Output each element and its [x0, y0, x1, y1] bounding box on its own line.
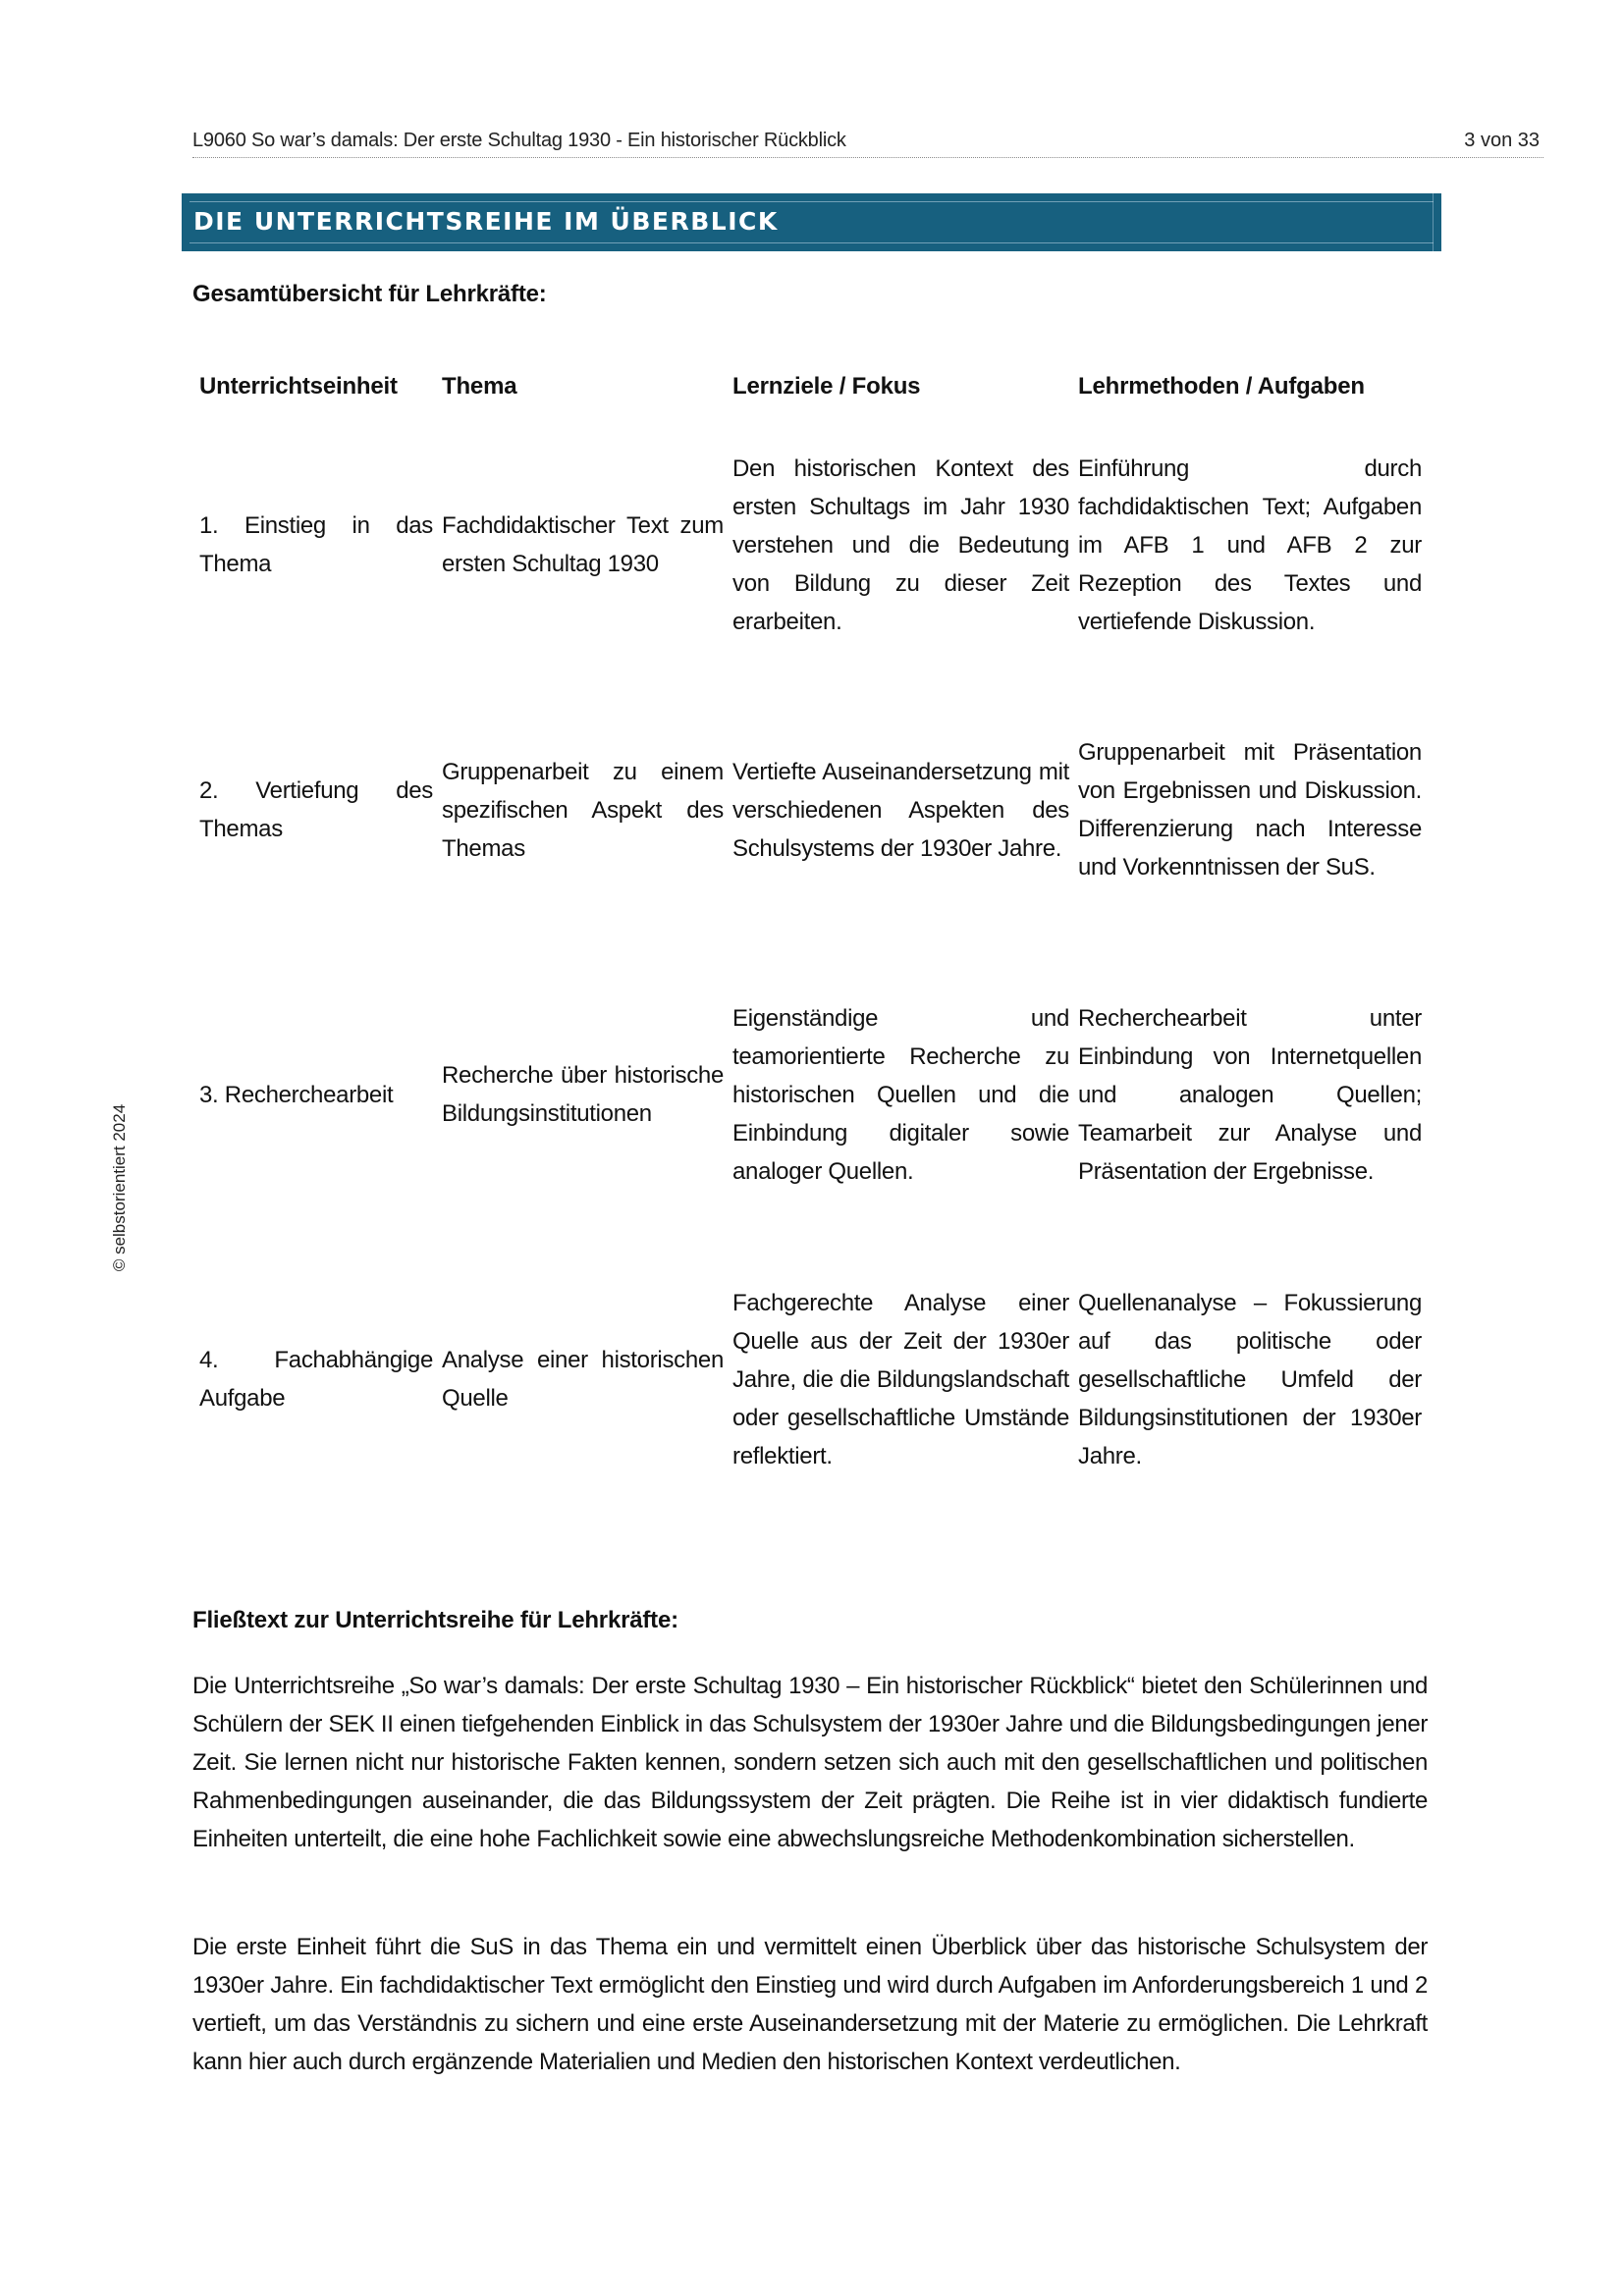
column-header-topic: Thema [442, 373, 517, 400]
column-header-methods: Lehrmethoden / Aufgaben [1078, 373, 1365, 400]
overview-heading: Gesamtübersicht für Lehrkräfte: [192, 281, 547, 307]
flowtext-heading: Fließtext zur Unterrichtsreihe für Lehrkräfte: [192, 1607, 678, 1633]
table-row [194, 667, 1426, 952]
document-title: L9060 So war’s damals: Der erste Schultag 1930 - Ein historischer Rückblick [192, 130, 846, 151]
cell-methods: Gruppenarbeit mit Präsentation von Ergebnissen und Diskussion. Differenzierung nach Interesse und Vorkenntnissen der SuS. [1078, 739, 1422, 881]
cell-topic: Analyse einer historischen Quelle [442, 1347, 724, 1412]
cell-topic: Gruppenarbeit zu einem spezifischen Aspekt des Themas [442, 758, 724, 862]
cell-unit: 1. Einstieg in das Thema [199, 512, 433, 577]
cell-unit: 3. Recherchearbeit [199, 1081, 394, 1108]
copyright-note: © selbstorientiert 2024 [110, 1103, 129, 1272]
table-row [194, 1237, 1426, 1522]
column-header-unit: Unterrichtseinheit [199, 373, 398, 400]
cell-unit: 2. Vertiefung des Themas [199, 777, 433, 842]
table-header-row [194, 367, 1426, 422]
section-banner [182, 193, 1441, 251]
page-header [192, 126, 1543, 158]
cell-methods: Recherchearbeit unter Einbindung von Internetquellen und analogen Quellen; Teamarbeit zur Analyse und Präsentation der Ergebnisse. [1078, 1004, 1422, 1185]
column-header-goals: Lernziele / Fokus [732, 373, 921, 400]
cell-goals: Vertiefte Auseinandersetzung mit verschiedenen Aspekten des Schulsystems der 1930er Jahre. [732, 758, 1069, 862]
cell-unit: 4. Fachabhängige Aufgabe [199, 1347, 433, 1412]
cell-methods: Quellenanalyse – Fokussierung auf das politische oder gesellschaftliche Umfeld der Bildungsinstitutionen der 1930er Jahre. [1078, 1289, 1422, 1469]
overview-table [194, 367, 1426, 1522]
cell-goals: Fachgerechte Analyse einer Quelle aus der Zeit der 1930er Jahre, die die Bildungslandschaft oder gesellschaftliche Umstände reflektiert. [732, 1289, 1069, 1469]
cell-goals: Eigenständige und teamorientierte Recherche zu historischen Quellen und die Einbindung digitaler sowie analoger Quellen. [732, 1004, 1069, 1185]
cell-goals: Den historischen Kontext des ersten Schultags im Jahr 1930 verstehen und die Bedeutung von Bildung zu dieser Zeit erarbeiten. [732, 454, 1069, 635]
body-paragraph: Die erste Einheit führt die SuS in das Thema ein und vermittelt einen Überblick über das historische Schulsystem der 1930er Jahre. Ein fachdidaktischer Text ermöglicht den Einstieg und wird durch Aufgaben im Anforderungsbereich 1 und 2 vertieft, um das Verständnis zu sichern und eine erste Auseinandersetzung mit der Materie zu ermöglichen. Die Lehrkraft kann hier auch durch ergänzende Materialien und Medien den historischen Kontext verdeutlichen. [192, 1934, 1428, 2075]
cell-topic: Recherche über historische Bildungsinstitutionen [442, 1062, 724, 1127]
cell-methods: Einführung durch fachdidaktischen Text; Aufgaben im AFB 1 und AFB 2 zur Rezeption des Textes und vertiefende Diskussion. [1078, 454, 1422, 635]
cell-topic: Fachdidaktischer Text zum ersten Schultag 1930 [442, 512, 724, 577]
table-row [194, 422, 1426, 667]
table-row [194, 952, 1426, 1237]
page-number: 3 von 33 [1464, 130, 1540, 151]
section-title: DIE UNTERRICHTSREIHE IM ÜBERBLICK [193, 207, 779, 236]
body-paragraph: Die Unterrichtsreihe „So war’s damals: Der erste Schultag 1930 – Ein historischer Rückblick“ bietet den Schülerinnen und Schülern der SEK II einen tiefgehenden Einblick in das Schulsystem der 1930er Jahre und die Bildungsbedingungen jener Zeit. Sie lernen nicht nur historische Fakten kennen, sondern setzen sich auch mit den gesellschaftlichen und politischen Rahmenbedingungen auseinander, die das Bildungssystem der Zeit prägten. Die Reihe ist in vier didaktisch fundierte Einheiten unterteilt, die eine hohe Fachlichkeit sowie eine abwechslungsreiche Methodenkombination sicherstellen. [192, 1673, 1428, 1852]
